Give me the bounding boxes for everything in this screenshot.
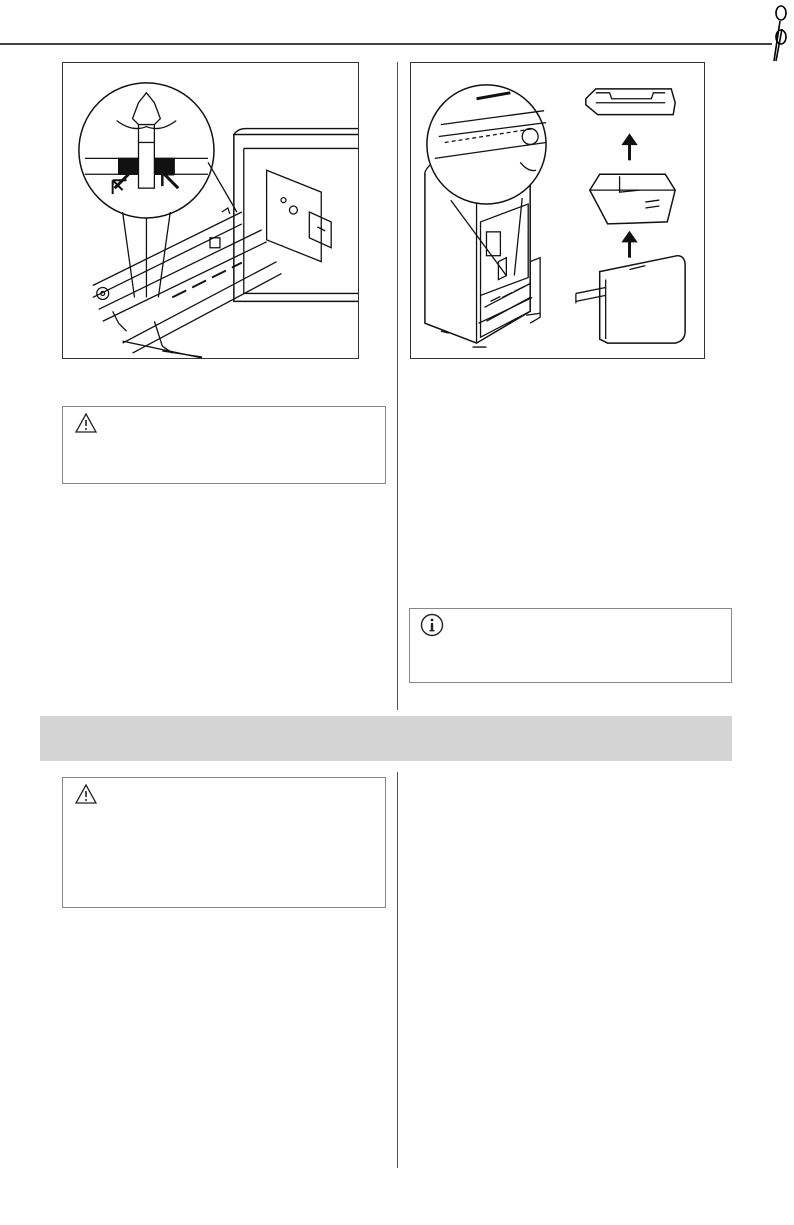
warning-triangle-icon <box>75 784 97 804</box>
info-circle-icon <box>420 613 444 637</box>
cut-line <box>0 0 794 70</box>
column-divider-top <box>397 62 398 710</box>
scissors-icon <box>774 6 786 61</box>
info-notice-right <box>409 608 732 683</box>
warning-notice-top <box>62 406 386 484</box>
figure-drawer-removal <box>410 62 705 359</box>
warning-triangle-icon <box>75 413 97 433</box>
warning-notice-bottom <box>62 777 386 908</box>
section-heading-bar <box>40 716 732 761</box>
figure-drawer-rail-clip <box>62 62 359 359</box>
column-divider-bottom <box>397 772 398 1168</box>
